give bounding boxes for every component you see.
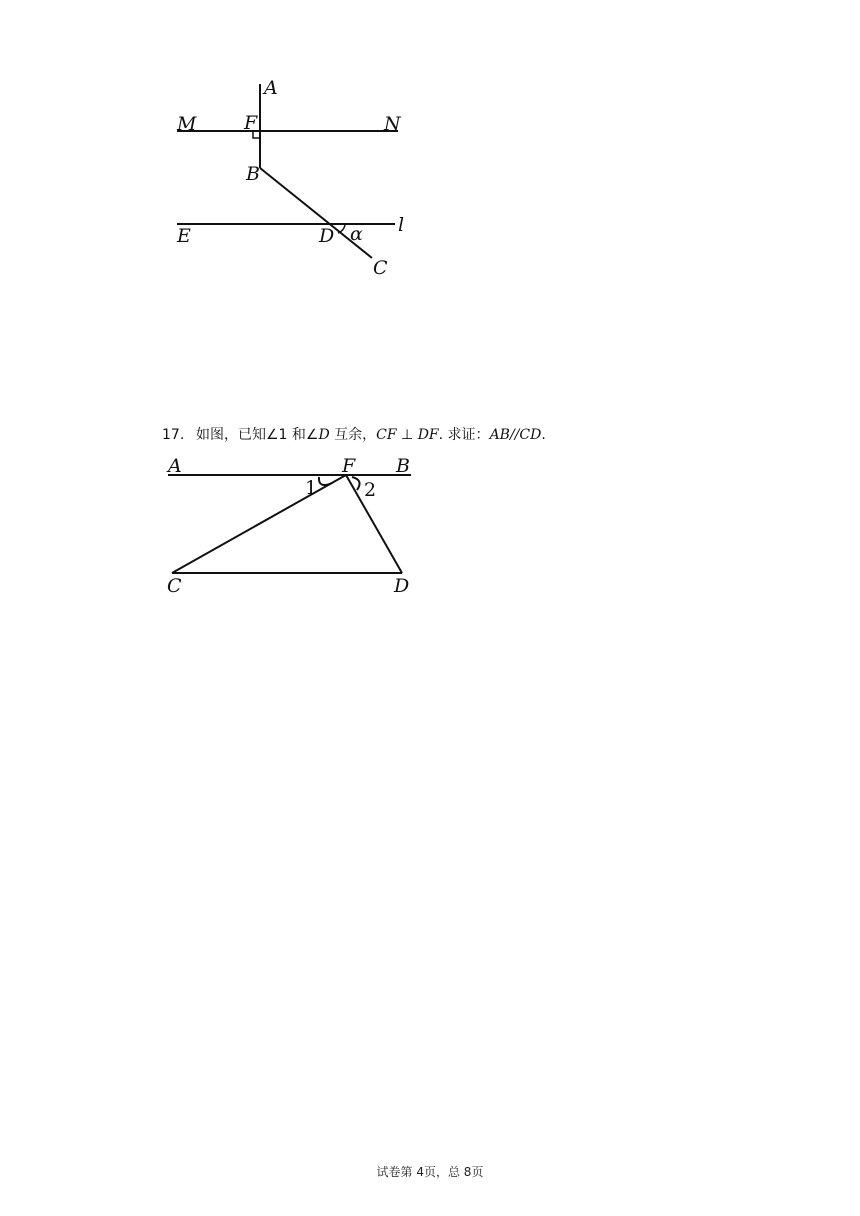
- line-FC: [172, 475, 346, 573]
- problem-math-ABCD: AB//CD: [489, 427, 542, 443]
- label-D: D: [394, 575, 410, 597]
- page-footer: 试卷第 4页，总 8页: [376, 1165, 484, 1179]
- figure-2-svg: [0, 440, 520, 610]
- problem-text-part2: 互余，: [329, 427, 377, 443]
- label-B: B: [246, 163, 260, 185]
- label-B: B: [396, 455, 410, 477]
- label-C: C: [167, 575, 182, 597]
- label-angle-2: 2: [364, 479, 377, 501]
- problem-text-part4: .: [541, 427, 546, 443]
- figure-1-svg: [0, 0, 520, 300]
- label-N: N: [384, 113, 401, 135]
- label-alpha: α: [350, 223, 363, 245]
- figure-1: [0, 0, 520, 300]
- problem-math-DF: DF: [417, 427, 439, 443]
- label-l: l: [398, 214, 405, 236]
- label-F: F: [342, 455, 356, 477]
- problem-math-perp: ⊥: [396, 427, 418, 443]
- label-C: C: [373, 257, 388, 279]
- label-A: A: [264, 77, 278, 99]
- label-D: D: [319, 225, 335, 247]
- label-A: A: [168, 455, 182, 477]
- problem-math-CF: CF: [376, 427, 397, 443]
- figure-2: [0, 440, 520, 610]
- label-F: F: [244, 112, 258, 134]
- question-number: 17.: [162, 427, 185, 443]
- label-angle-1: 1: [305, 477, 318, 499]
- problem-math-D: D: [318, 427, 330, 443]
- label-E: E: [177, 225, 191, 247]
- angle-1-arc: [319, 477, 332, 485]
- label-M: M: [177, 113, 197, 135]
- problem-text-part3: . 求证：: [438, 427, 490, 443]
- problem-text-part1: 如图，已知∠1 和∠: [196, 427, 319, 443]
